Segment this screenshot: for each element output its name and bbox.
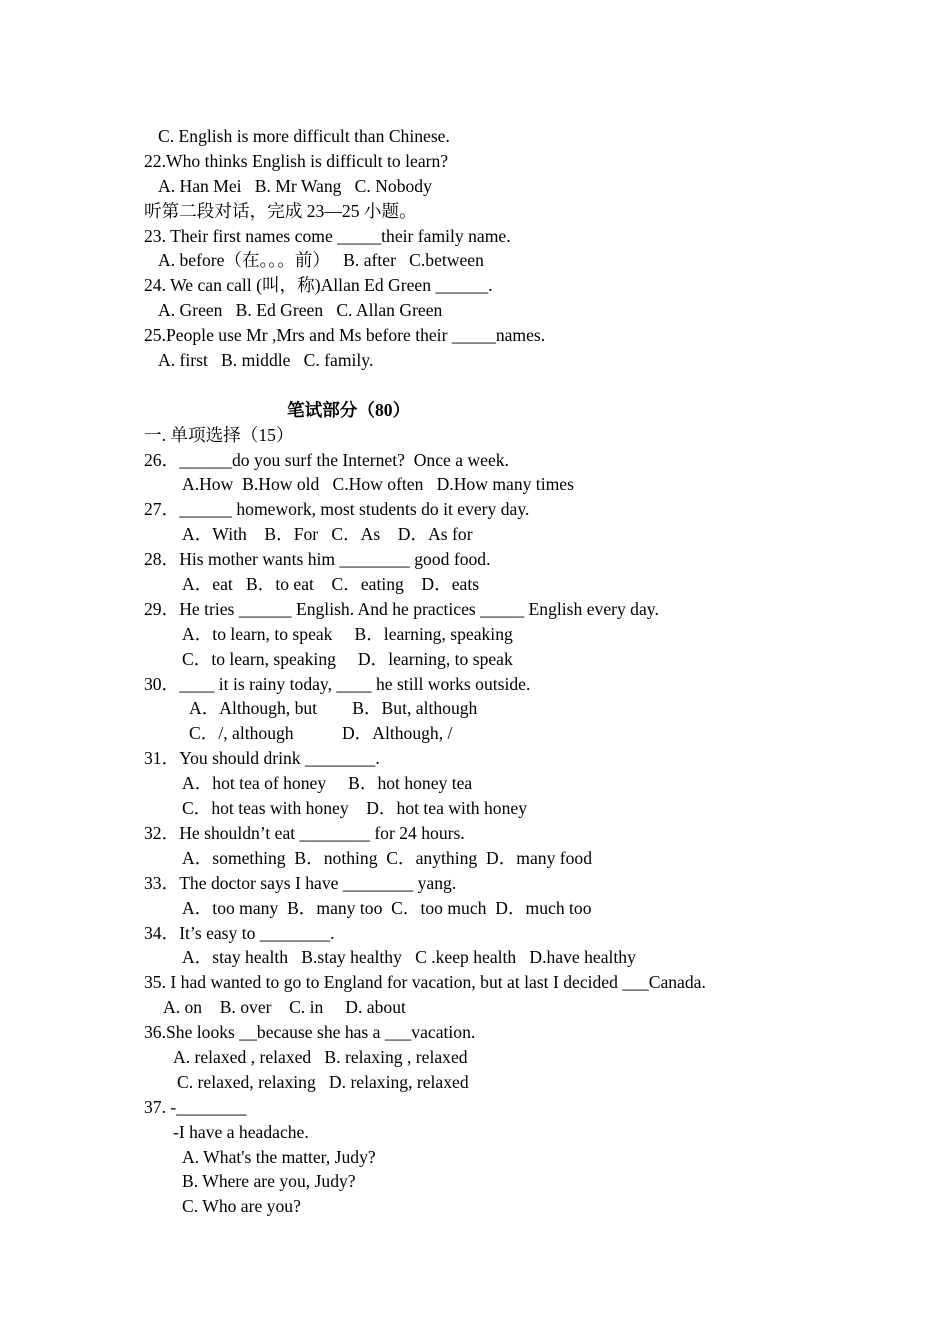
text-line: A. first B. middle C. family. <box>158 350 374 371</box>
text-line: A. Green B. Ed Green C. Allan Green <box>158 300 443 321</box>
text-line: C．hot teas with honey D．hot tea with honey <box>182 798 527 819</box>
text-line: A. on B. over C. in D. about <box>163 997 406 1018</box>
text-line: A. Han Mei B. Mr Wang C. Nobody <box>158 175 432 196</box>
text-line: 31．You should drink ________. <box>144 748 380 769</box>
text-line: 听第二段对话，完成 23—25 小题。 <box>144 200 417 221</box>
text-line: 一. 单项选择（15） <box>144 424 294 445</box>
text-line: C. English is more difficult than Chinese. <box>158 126 450 146</box>
text-line: 37. -________ <box>144 1096 247 1117</box>
text-line: 34．It’s easy to ________. <box>144 922 335 943</box>
text-line: A．Although, but B．But, although <box>189 698 478 719</box>
text-line: 33．The doctor says I have ________ yang. <box>144 872 457 893</box>
text-line: 27．______ homework, most students do it every day. <box>144 499 530 520</box>
text-line: 22.Who thinks English is difficult to learn? <box>144 150 449 171</box>
text-line: A．too many B．many too C．too much D．much too <box>182 897 592 918</box>
text-line: A．something B．nothing C．anything D．many food <box>182 847 593 868</box>
text-line: A．to learn, to speak B．learning, speaking <box>182 623 513 644</box>
text-line: A．hot tea of honey B．hot honey tea <box>182 773 473 794</box>
text-line: A. What's the matter, Judy? <box>182 1146 376 1167</box>
text-line: 36.She looks __because she has a ___vacation. <box>144 1022 476 1043</box>
text-line: C．/, although D．Although, / <box>189 723 453 744</box>
text-line: A. relaxed , relaxed B. relaxing , relaxed <box>173 1046 468 1067</box>
blank-line <box>0 373 950 398</box>
text-line: A. before（在。。。前） B. after C.between <box>158 250 484 271</box>
text-line: 30．____ it is rainy today, ____ he still works outside. <box>144 673 531 694</box>
exam-page <box>0 124 950 1219</box>
text-line: 35. I had wanted to go to England for vacation, but at last I decided ___Canada. <box>144 972 706 993</box>
text-line: 23. Their first names come _____their family name. <box>144 225 511 246</box>
text-line: A.How B.How old C.How often D.How many times <box>182 474 574 495</box>
text-line: 26．______do you surf the Internet? Once a week. <box>144 449 509 470</box>
text-line: 32．He shouldn’t eat ________ for 24 hours. <box>144 822 465 843</box>
text-line: -I have a headache. <box>173 1121 309 1142</box>
text-line: A．With B．For C．As D．As for <box>182 524 473 545</box>
text-line: 29．He tries ______ English. And he practices _____ English every day. <box>144 598 659 619</box>
text-line: C. relaxed, relaxing D. relaxing, relaxed <box>177 1071 469 1092</box>
text-line: C. Who are you? <box>182 1196 301 1217</box>
text-line: A．eat B．to eat C．eating D．eats <box>182 574 480 595</box>
text-line: 24. We can call (叫，称)Allan Ed Green ______. <box>144 275 493 296</box>
section-title: 笔试部分（80） <box>287 399 411 420</box>
text-line: C．to learn, speaking D．learning, to speak <box>182 648 513 669</box>
text-line: 28．His mother wants him ________ good food. <box>144 549 491 570</box>
text-line: 25.People use Mr ,Mrs and Ms before their _____names. <box>144 325 546 346</box>
text-line: B. Where are you, Judy? <box>182 1171 356 1192</box>
text-line: A．stay health B.stay healthy C .keep health D.have healthy <box>182 947 636 968</box>
